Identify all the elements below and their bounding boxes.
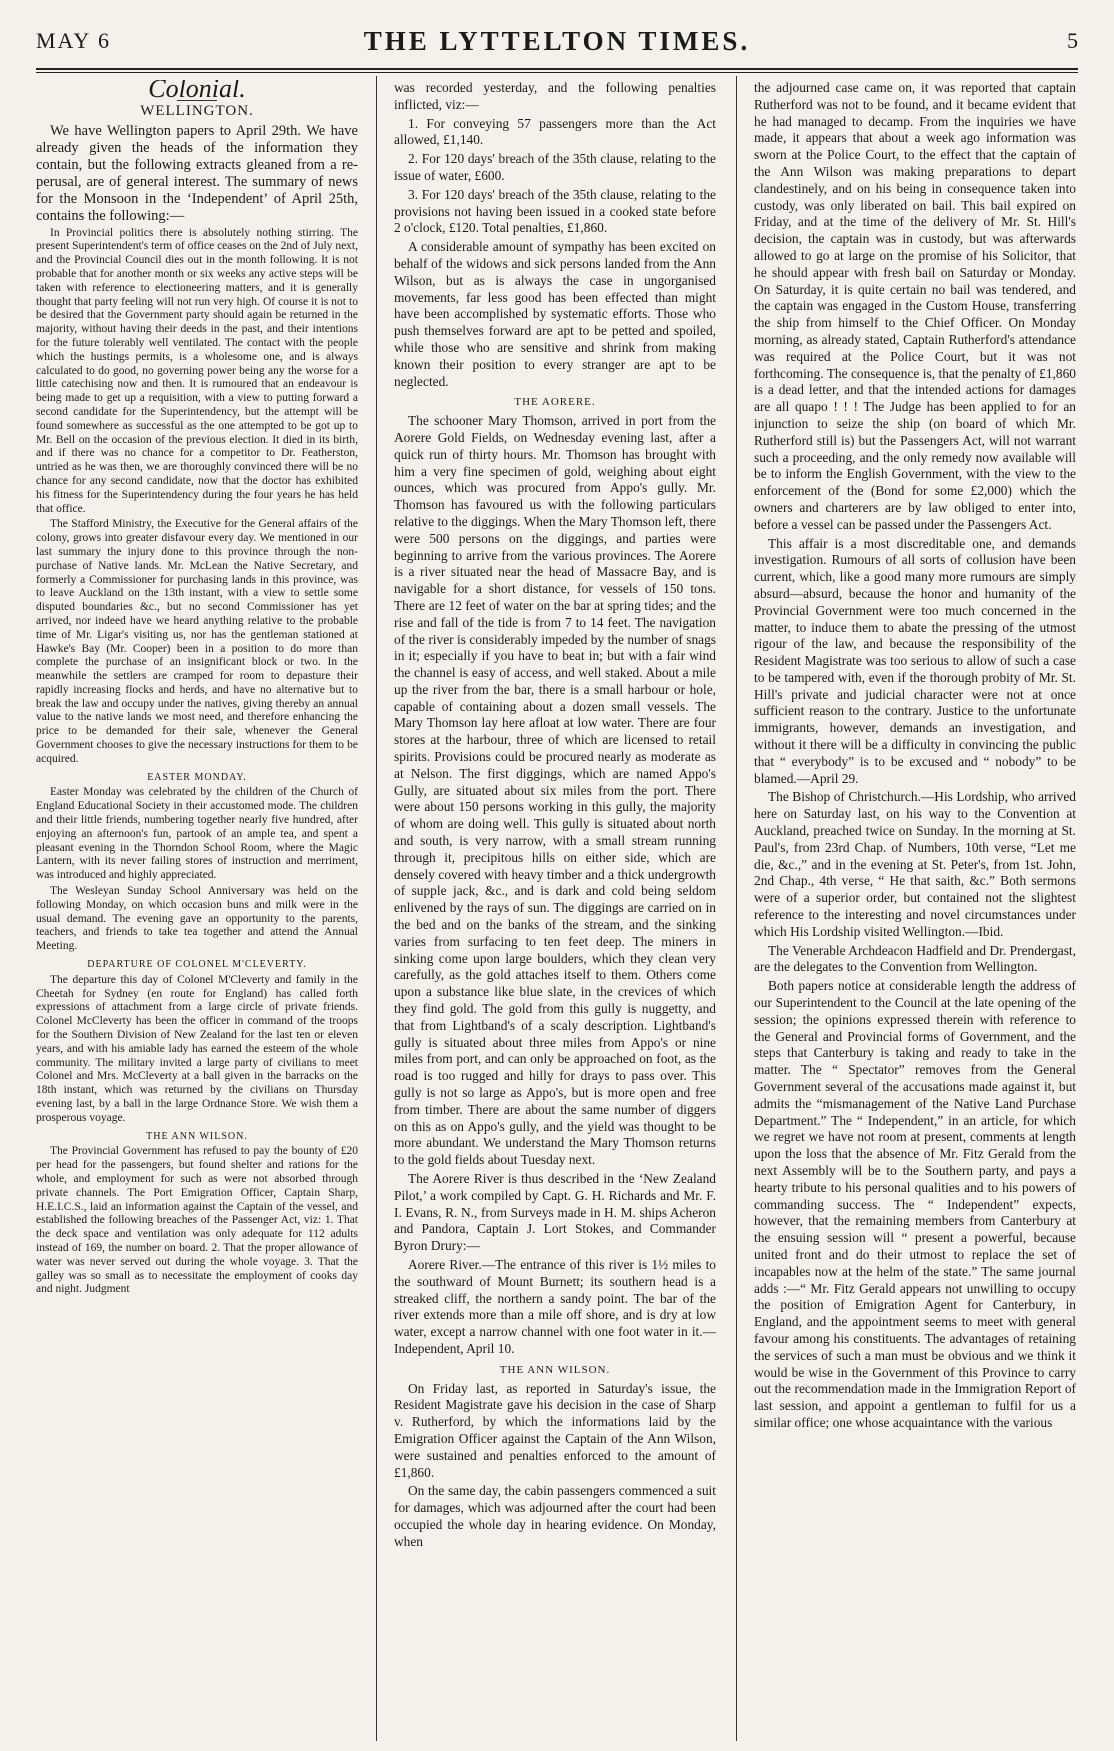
column-divider (736, 76, 737, 1741)
article-paragraph: The Bishop of Christchurch.—His Lordship, who arrived here on Saturday last, on his way to the Convention at Auckland, preached twice on Sunday. In the morning at St. Paul's, from 23rd Chap. of Numbers, 10th verse, “Let me die, &c.,” and in the evening at St. Peter's, from 1st. John, 2nd Chap., 4th verse, “ He that saith, &c.” Both sermons were of a superior order, but contained not the slightest reference to the interesting and novel circumstances under which His Lordship visited Wellington.—Ibid. (754, 789, 1076, 939)
article-paragraph: On Friday last, as reported in Saturday's issue, the Resident Magistrate gave his decision in the case of Sharp v. Rutherford, by which the informations laid by the Emigration Officer against the Captain of the Ann Wilson, were sustained and penalties enforced to the amount of £1,860. (394, 1380, 716, 1480)
article-paragraph: On the same day, the cabin passengers commenced a suit for damages, which was adjourned after the court had been occupied the whole day in hearing evidence. On Monday, when (394, 1483, 716, 1549)
article-paragraph: The departure this day of Colonel M'Cleverty and family in the Cheetah for Sydney (en route for England) has called forth expressions of attachment from a large circle of private friends. Colonel McCleverty has been the officer in command of the troops for the Southern Division of New Zealand for the last ten or eleven years, and with his amiable lady has earned the esteem of the whole community. The military invited a large party of civilians to meet Colonel and Mrs. McCleverty at a ball given in the barracks on the 18th instant, which was returned by the civilians on Thursday evening last, by a ball in the large Ordnance Store. We wish them a prosperous voyage. (36, 973, 358, 1124)
article-paragraph: the adjourned case came on, it was reported that captain Rutherford was not to be found, and it became evident that he had managed to decamp. From the inquiries we have made, it appears that about a week ago information was sworn at the Police Court, to the effect that the captain of the Ann Wilson was making preparations to depart clandestinely, and on his being in consequence taken into custody, was only liberated on bail. This bail expired on Friday, and at the time of the delivery of Mr. St. Hill's decision, the captain was in custody, but was afterwards allowed to go at large on the promise of his Solicitor, that he should appear with fresh bail on Saturday or Monday. On Saturday, it is quite certain no bail was tendered, and the captain was engaged in the Custom House, transferring the ship from himself to the Chief Officer. On Monday morning, as already stated, Captain Rutherford's attendance was required at the Police Court, but it was not forthcoming. The consequence is, that the penalty of £1,860 is a dead letter, and that the intended actions for damages are all quapo ! ! ! The Judge has been applied to for an injunction to seize the ship (on board of which Mr. Rutherford still is) but the Passengers Act, will not warrant such a proceeding, and the only remedy now available will be to inform the English Government, with the view to the enforcement of the (Bond for some £2,000) which the owners and charterers are by law obliged to enter into, before a vessel can be passed under the Passengers Act. (754, 80, 1076, 532)
article-paragraph: The Stafford Ministry, the Executive for the General affairs of the colony, grows into greater disfavour every day. We mentioned in our last summary the injury done to this province through the non-purchase of Native lands. Mr. McLean the Native Secretary, and formerly a Commissioner for purchasing lands in this province, was to leave Auckland on the 13th instant, with a view to settle some disputed boundaries &c., but no second Commissioner has yet arrived, nor indeed have we heard anything relative to the probable time of Mr. Ligar's visiting us, nor has the gentleman stationed at Hawke's Bay (Mr. Cooper) been in a position to do more than complete the purchase of an insignificant block or two. In the meanwhile the settlers are cramped for room to depasture their rapidly increasing flocks and herds, and have no alternative but to break the law and occupy under the natives, giving thereby an annual value to the native lands we most need, and therefore enhancing the price to be demanded for their sale, whenever the General Government chooses to give the necessary instructions for them to be acquired. (36, 518, 358, 765)
issue-date: MAY 6 (36, 28, 112, 53)
subheading: THE AORERE. (514, 396, 596, 409)
article-heading: WELLINGTON. (140, 102, 254, 119)
article-paragraph: A considerable amount of sympathy has been excited on behalf of the widows and sick persons landed from the Ann Wilson, but as is always the case in ungorganised movements, far less good has been effected than might have been accomplished by systematic efforts. Those who push themselves forward are apt to be petted and spoiled, while those who are sensitive and shrink from making known their position to every stranger are apt to be neglected. (394, 239, 716, 389)
section-title: Colonial. (148, 80, 246, 103)
masthead-rule (36, 68, 1078, 70)
page-number: 5 (1067, 28, 1078, 53)
article-paragraph: The Wesleyan Sunday School Anniversary was held on the following Monday, on which occasion buns and milk were in the usual demand. The evening gave an opportunity to the parents, teachers, and friends to take tea together and attend the Annual Meeting. (36, 885, 358, 953)
column-3 (754, 80, 1076, 1740)
penalty-item: 2. For 120 days' breach of the 35th clause, relating to the issue of water, £600. (394, 151, 716, 183)
article-paragraph: In Provincial politics there is absolutely nothing stirring. The present Superintendent's term of office ceases on the 2nd of July next, and the Provincial Council dies out in the month following. It is not probable that for another month or six weeks any active steps will be taken with reference to electioneering matters, and it is generally thought that party feeling will not run very high. Of course it is not to be desired that the Government party should again be returned in the majority, without having their deeds in the past, and their intentions for the future tolerably well ventilated. The contact with the people which the hustings permits, is a wholesome one, and is always calculated to do good, no governing power being any the worse for a little catechising now and then. It is rumoured that an endeavour is being made to get up a requisition, with a view to putting forward a second candidate for the Superintendency, but the attempt will be found somewhere as successful as the one attempted to be got up to Mr. Bell on the occasion of the previous election. It died in its birth, and if there was no chance for a competitor to Dr. Featherston, untried as he was then, we are thoroughly convinced there will be no chance for any second candidate, now that the doctor has exhibited his fitness for the Superintendency during the four years he has held that office. (36, 226, 358, 515)
article-paragraph: This affair is a most discreditable one, and demands investigation. Rumours of all sorts of collusion have been current, which, like a good many more rumours are simply absurd—absurd, because the honor and humanity of the Provincial Government were too much concerned in the matter, to induce them to abate the pressing of the utmost rigour of the law, and because the responsibility of the Resident Magistrate was too serious to allow of such a case to be tampered with, even if the thorough probity of Mr. St. Hill's private and judicial character were not at once sufficient reason to the contrary. Justice to the unfortunate immigrants, however, demands an investigation, and without it there will be a difficulty in convincing the public that “ everybody” is to be excused and “ nobody” to be blamed.—April 29. (754, 535, 1076, 786)
column-2 (394, 80, 716, 1740)
masthead-rule-thin (36, 72, 1078, 73)
newspaper-title: THE LYTTELTON TIMES. (363, 26, 751, 56)
masthead (36, 22, 1078, 66)
article-paragraph: Easter Monday was celebrated by the children of the Church of England Educational Society in their accustomed mode. The children and their little friends, numbering together nearly five hundred, after enjoying an afternoon's fun, partook of an ample tea, and spent a pleasant evening in the Thorndon School Room, where the Magic Lantern, with its never failing stores of instruction and merriment, was introduced and highly appreciated. (36, 786, 358, 882)
article-paragraph: The Provincial Government has refused to pay the bounty of £20 per head for the passengers, but found shelter and rations for the whole, and employment for such as were not absorbed through private channels. The Port Emigration Officer, Captain Sharp, H.E.I.C.S., laid an information against the Captain of the vessel, and established the following breaches of the Passenger Act, viz: 1. That the deck space and ventilation was only adequate for 112 adults instead of 169, the number on board. 2. That the proper allowance of water was never served out during the whole voyage. 3. That the galley was so small as to necessitate the employment of cooks day and night. Judgment (36, 1145, 358, 1296)
subheading: EASTER MONDAY. (147, 771, 247, 783)
subheading: THE ANN WILSON. (499, 1363, 611, 1376)
penalty-item: 1. For conveying 57 passengers more than the Act allowed, £1,140. (394, 115, 716, 148)
article-paragraph: The Venerable Archdeacon Hadfield and Dr. Prendergast, are the delegates to the Convention from Wellington. (754, 942, 1076, 975)
column-1 (36, 80, 358, 1740)
column-divider (376, 76, 377, 1741)
article-paragraph: was recorded yesterday, and the following penalties inflicted, viz:— (394, 80, 716, 112)
article-paragraph: The schooner Mary Thomson, arrived in port from the Aorere Gold Fields, on Wednesday evening last, after a quick run of thirty hours. Mr. Thomson has brought with him a very fine specimen of gold, weighing about eight ounces, which was procured from Appo's gully. Mr. Thomson has favoured us with the following particulars relative to the diggings. When the Mary Thomson left, there were 500 persons on the diggings, and parties were beginning to arrive from the various provinces. The Aorere is a river situated near the head of Massacre Bay, and is navigable for a short distance, for vessels of 150 tons. There are 12 feet of water on the bar at spring tides; and the rise and fall of the tide is from 7 to 14 feet. The navigation of the river is considerably impeded by the number of snags in it; especially if you have to beat in; but with a fair wind the channel is easy of access, and well staked. About a mile up the river from the bar, there is a small harbour or hole, capable of containing about a dozen small vessels. The Mary Thomson lay here afloat at low water. There are four stores at the harbour, three of which are licensed to retail spirits. Provisions could be procured nearly as moderate as at Nelson. The first diggings, which are named Appo's Gully, are situated about six miles from the port. There were about 150 persons working in this gully, the majority of whom are doing well. This gully is situated about north and south, is very narrow, with a small stream running through it, precipitous hills on either side, which are densely covered with heavy timber and a thick undergrowth of supple jack, &c., and is dark and cold being seldom enlivened by the rays of sun. The diggings are carried on in the bed and on the banks of the stream, and the sinking varies from surfacing to ten feet deep. The miners in sinking come upon large boulders, which they clean very carefully, as the gold attaches itself to them. Others come upon a substance like blue slate, in the crevices of which they find gold. The gold from this gully is nuggetty, and that from Lightband's of a scaly description. Lightband's gully is situated about three miles from Appo's or nine miles from port, and can only be approached on foot, as the road is too rugged and hilly for drays to pass over. This gully is not so large as Appo's, but is more open and free from timber. There are about the same number of diggers on this as on Appo's gully, and the yield was thought to be more abundant. We understand the Mary Thomson returns to the gold fields about Tuesday next. (394, 413, 716, 1168)
subheading: THE ANN WILSON. (146, 1130, 248, 1142)
article-paragraph: Aorere River.—The entrance of this river is 1½ miles to the southward of Mount Burnett; its southern head is a streaked cliff, the northern a sandy point. The bar of the river extends more than a mile off shore, and is dry at low water, except a narrow channel with one foot water in it.—Independent, April 10. (394, 1256, 716, 1356)
article-lead: We have Wellington papers to April 29th. We have already given the heads of the information they contain, but the following extracts gleaned from a re-perusal, are of general interest. The summary of news for the Monsoon in the ‘Independent’ of April 25th, contains the following:— (36, 122, 358, 224)
subheading: DEPARTURE OF COLONEL M'CLEVERTY. (87, 959, 307, 971)
penalty-item: 3. For 120 days' breach of the 35th clause, relating to the provisions not having been issued in a cooked state before 2 o'clock, £120. Total penalties, £1,860. (394, 186, 716, 236)
article-paragraph: The Aorere River is thus described in the ‘New Zealand Pilot,’ a work compiled by Capt. G. H. Richards and Mr. F. I. Evans, R. N., from Surveys made in H. M. ships Acheron and Pandora, Captain J. Lort Stokes, and Commander Byron Drury:— (394, 1171, 716, 1254)
article-paragraph: Both papers notice at considerable length the address of our Superintendent to the Council at the late opening of the session; the opinions expressed therein with reference to the General and Provincial forms of Government, and the steps that Canterbury is taking and ready to take in the matter. The “ Spectator” removes from the General Government several of the accusations made against it, but admits the “mismanagement of the Native Land Purchase Department.” The “ Independent,” in an article, for which we regret we have not room at present, comments at length upon the loss that the absence of Mr. Fitz Gerald from the next Assembly will be to the Southern party, and pays a hearty tribute to his personal qualities and to his powers of commanding success. The “ Independent” expects, however, that the remaining members from Canterbury at the ensuing session will “ present a powerful, because united front and do their utmost to replace the set of incapables now at the helm of the state.” The same journal adds :—“ Mr. Fitz Gerald appears not unwilling to occupy the position of Emigration Agent for Canterbury, in England, and the appointment seems to meet with general favour among his constituents. The advantages of retaining the services of such a man must be obvious and we think it would be wise in the Government of this Province to carry out the recommendation made in the Immigration Report of last session, and appoint a gentleman to fulfil for us a similar office; one whose acquaintance with the various (754, 978, 1076, 1430)
